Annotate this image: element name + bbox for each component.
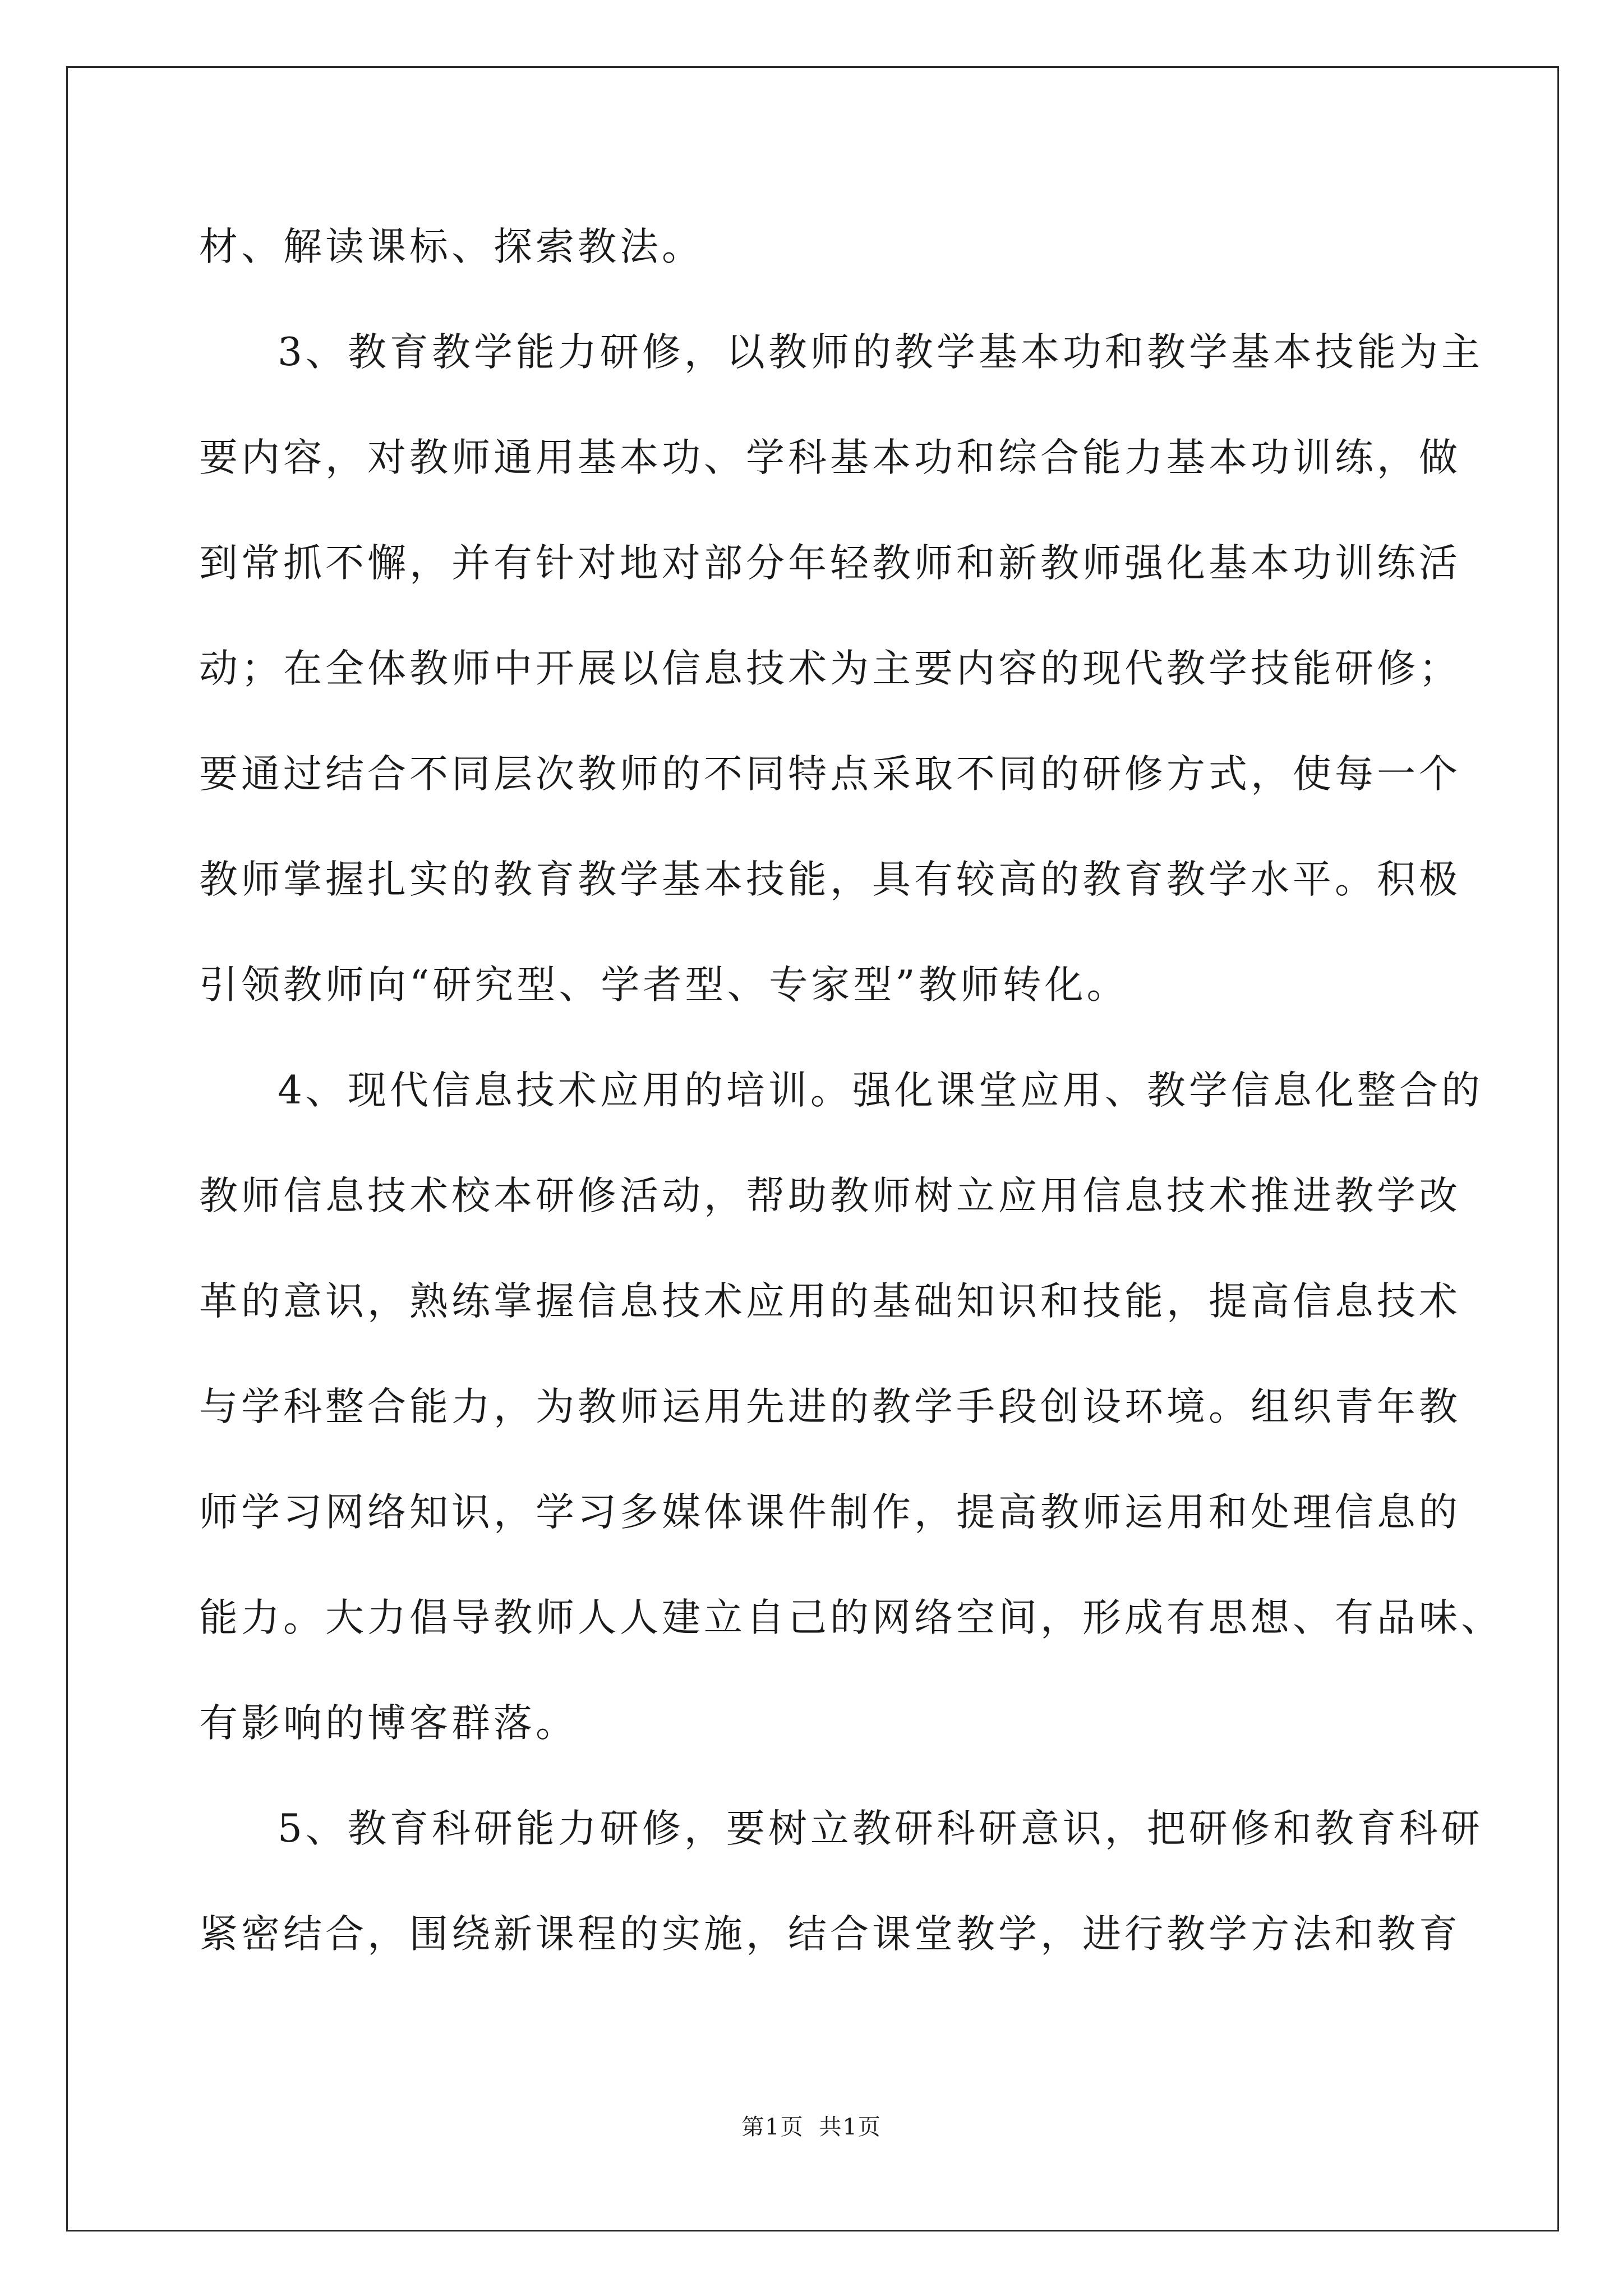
page-footer	[0, 2109, 1623, 2141]
text-line: 要通过结合不同层次教师的不同特点采取不同的研修方式，使每一个	[199, 752, 1461, 797]
text-line: 到常抓不懈，并有针对地对部分年轻教师和新教师强化基本功训练活	[199, 541, 1461, 586]
text-line: 能力。大力倡导教师人人建立自己的网络空间，形成有思想、有品味、	[199, 1595, 1503, 1640]
page-number-total: 共1页	[819, 2114, 882, 2140]
text-line: 教师信息技术校本研修活动，帮助教师树立应用信息技术推进教学改	[199, 1174, 1461, 1218]
paragraph-4-start: 4、现代信息技术应用的培训。强化课堂应用、教学信息化整合的	[278, 1068, 1483, 1113]
paragraph-3-start: 3、教育教学能力研修，以教师的教学基本功和教学基本技能为主	[278, 330, 1483, 375]
text-line: 紧密结合，围绕新课程的实施，结合课堂教学，进行教学方法和教育	[199, 1912, 1461, 1957]
text-line: 革的意识，熟练掌握信息技术应用的基础知识和技能，提高信息技术	[199, 1279, 1461, 1324]
text-line: 材、解读课标、探索教法。	[199, 224, 704, 269]
page-number-current: 第1页	[741, 2114, 804, 2140]
document-body	[199, 213, 1503, 2006]
text-line: 引领教师向“研究型、学者型、专家型”教师转化。	[199, 963, 1129, 1007]
text-line: 与学科整合能力，为教师运用先进的教学手段创设环境。组织青年教	[199, 1384, 1461, 1429]
text-line: 师学习网络知识，学习多媒体课件制作，提高教师运用和处理信息的	[199, 1490, 1461, 1535]
text-line: 动；在全体教师中开展以信息技术为主要内容的现代教学技能研修；	[199, 646, 1461, 691]
text-line: 教师掌握扎实的教育教学基本技能，具有较高的教育教学水平。积极	[199, 857, 1461, 902]
paragraph-5-start: 5、教育科研能力研修，要树立教研科研意识，把研修和教育科研	[278, 1806, 1483, 1851]
text-line: 要内容，对教师通用基本功、学科基本功和综合能力基本功训练，做	[199, 435, 1461, 480]
text-line: 有影响的博客群落。	[199, 1701, 578, 1746]
